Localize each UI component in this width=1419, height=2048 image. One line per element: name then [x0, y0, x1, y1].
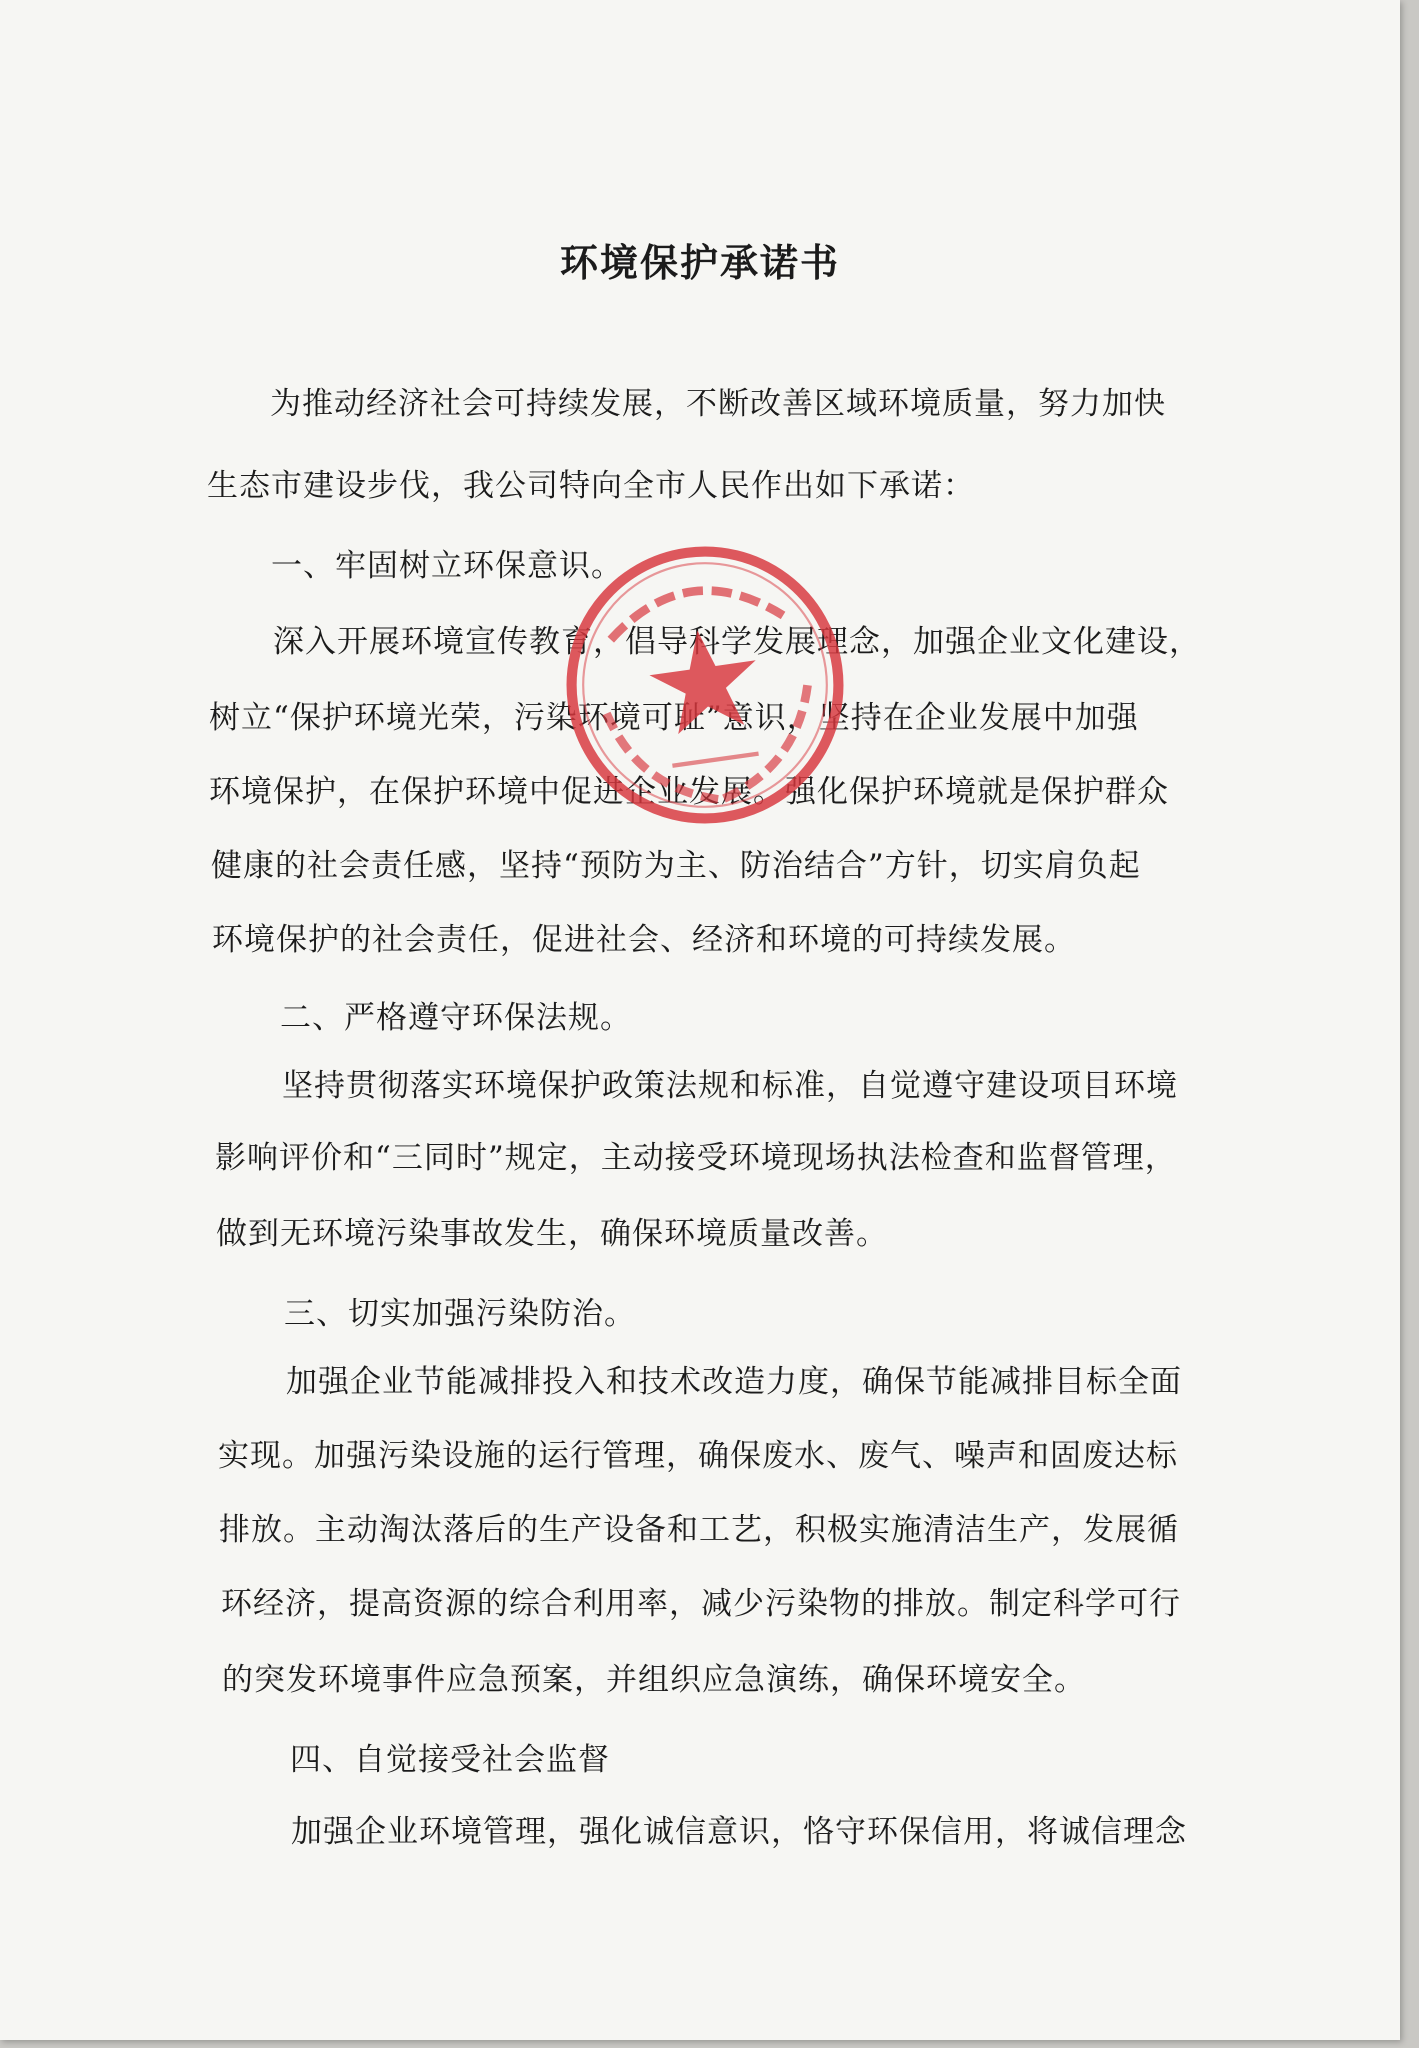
company-seal-stamp: [541, 521, 869, 849]
paragraph-line: 深入开展环境宣传教育，倡导科学发展理念，加强企业文化建设，: [273, 624, 1201, 660]
paragraph-line: 的突发环境事件应急预案，并组织应急演练，确保环境安全。: [222, 1662, 1086, 1698]
paragraph-line: 环境保护的社会责任，促进社会、经济和环境的可持续发展。: [212, 922, 1076, 958]
section-heading: 三、切实加强污染防治。: [284, 1296, 636, 1332]
paragraph-line: 环经济，提高资源的综合利用率，减少污染物的排放。制定科学可行: [221, 1586, 1181, 1622]
paragraph-line: 做到无环境污染事故发生，确保环境质量改善。: [216, 1216, 888, 1252]
paragraph-line: 生态市建设步伐，我公司特向全市人民作出如下承诺：: [207, 468, 975, 504]
section-heading: 四、自觉接受社会监督: [290, 1742, 610, 1778]
paragraph-line: 加强企业节能减排投入和技术改造力度，确保节能减排目标全面: [286, 1364, 1182, 1400]
document-title: 环境保护承诺书: [559, 240, 840, 285]
paragraph-line: 树立“保护环境光荣，污染环境可耻”意识，坚持在企业发展中加强: [209, 700, 1139, 736]
paragraph-line: 坚持贯彻落实环境保护政策法规和标准，自觉遵守建设项目环境: [282, 1068, 1178, 1104]
paragraph-line: 为推动经济社会可持续发展，不断改善区域环境质量，努力加快: [270, 386, 1166, 422]
star-icon: [644, 623, 764, 737]
paragraph-line: 环境保护，在保护环境中促进企业发展。强化保护环境就是保护群众: [209, 774, 1169, 810]
paragraph-line: 实现。加强污染设施的运行管理，确保废水、废气、噪声和固废达标: [218, 1438, 1178, 1474]
paragraph-line: 加强企业环境管理，强化诚信意识，恪守环保信用，将诚信理念: [291, 1814, 1187, 1850]
paragraph-line: 排放。主动淘汰落后的生产设备和工艺，积极实施清洁生产，发展循: [219, 1512, 1179, 1548]
section-heading: 二、严格遵守环保法规。: [280, 1000, 632, 1036]
paragraph-line: 影响评价和“三同时”规定，主动接受环境现场执法检查和监督管理，: [215, 1140, 1177, 1176]
section-heading: 一、牢固树立环保意识。: [271, 548, 623, 584]
paragraph-line: 健康的社会责任感，坚持“预防为主、防治结合”方针，切实肩负起: [211, 848, 1141, 884]
